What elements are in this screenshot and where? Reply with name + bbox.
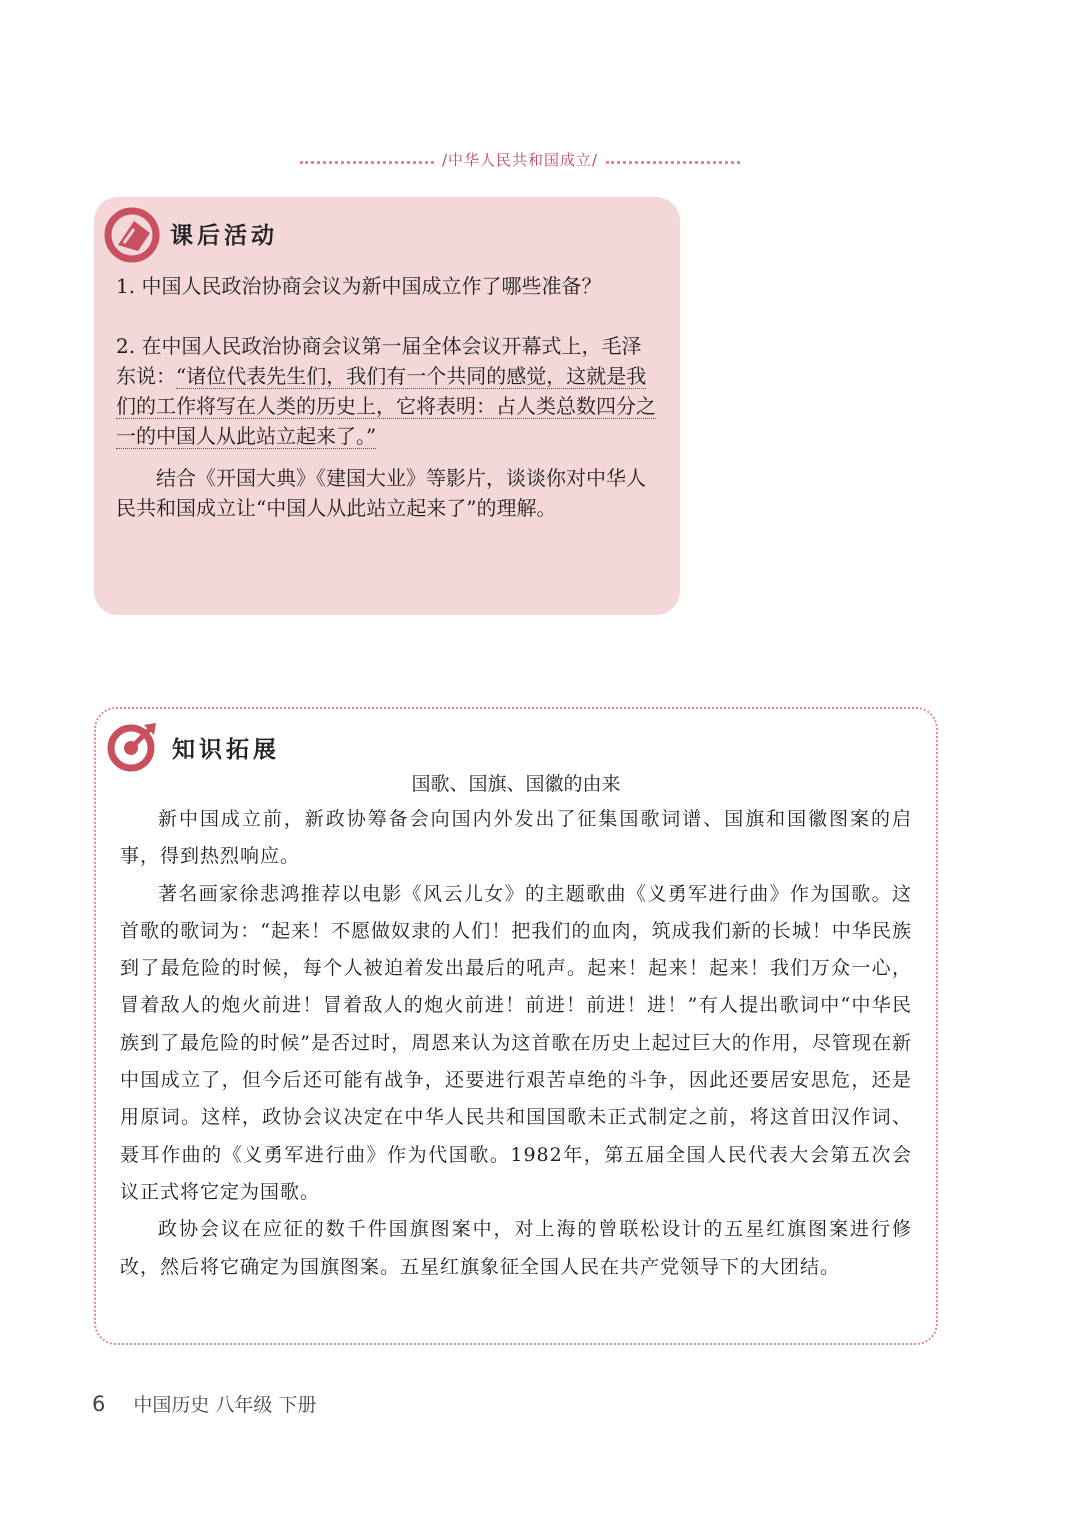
after-class-activity-box — [94, 197, 680, 615]
chapter-header — [300, 146, 740, 172]
question-2-quote: “诸位代表先生们，我们有一个共同的感觉，这就是我们的工作将写在人类的历史上，它将表明：占人类总数四分之一的中国人从此站立起来了。” — [116, 364, 656, 448]
knowledge-extension-box — [94, 707, 938, 1345]
knowledge-paragraph: 著名画家徐悲鸿推荐以电影《风云儿女》的主题歌曲《义勇军进行曲》作为国歌。这首歌的歌词为：“起来！不愿做奴隶的人们！把我们的血肉，筑成我们新的长城！中华民族到了最危险的时候，每个人被迫着发出最后的吼声。起来！起来！起来！我们万众一心，冒着敌人的炮火前进！冒着敌人的炮火前进！前进！前进！进！”有人提出歌词中“中华民族到了最危险的时候”是否过时，周恩来认为这首歌在历史上起过巨大的作用，尽管现在新中国成立了，但今后还可能有战争，还要进行艰苦卓绝的斗争，因此还要居安思危，还是用原词。这样，政协会议决定在中华人民共和国国歌未正式制定之前，将这首田汉作词、聂耳作曲的《义勇军进行曲》作为代国歌。1982年，第五届全国人民代表大会第五次会议正式将它定为国歌。 — [120, 882, 912, 1203]
question-2-prefix: 2. 在中国人民政治协商会议第一届全体会议开幕式上，毛泽东说： — [116, 334, 642, 388]
header-dots-right — [606, 161, 740, 164]
question-1: 1. 中国人民政治协商会议为新中国成立作了哪些准备？ — [116, 274, 602, 298]
activity-title: 课后活动 — [170, 223, 278, 249]
question-2-task: 结合《开国大典》《建国大业》等影片，谈谈你对中华人民共和国成立让“中国人从此站立起来了”的理解。 — [116, 466, 646, 520]
knowledge-subtitle: 国歌、国旗、国徽的由来 — [411, 773, 621, 795]
knowledge-paragraph: 新中国成立前，新政协筹备会向国内外发出了征集国歌词谱、国旗和国徽图案的启事，得到热烈响应。 — [120, 808, 912, 868]
activity-icon — [104, 207, 160, 263]
chapter-title: /中华人民共和国成立/ — [441, 150, 599, 169]
question-2 — [116, 331, 656, 451]
page-footer — [92, 1390, 316, 1417]
page-number: 6 — [92, 1392, 106, 1416]
knowledge-title: 知识拓展 — [172, 737, 280, 763]
header-dots-left — [300, 161, 434, 164]
book-title: 中国历史 八年级 下册 — [133, 1394, 317, 1416]
target-arrow-icon — [106, 719, 160, 773]
knowledge-paragraph: 政协会议在应征的数千件国旗图案中，对上海的曾联松设计的五星红旗图案进行修改，然后将它确定为国旗图案。五星红旗象征全国人民在共产党领导下的大团结。 — [120, 1218, 912, 1278]
knowledge-body — [120, 801, 912, 1286]
